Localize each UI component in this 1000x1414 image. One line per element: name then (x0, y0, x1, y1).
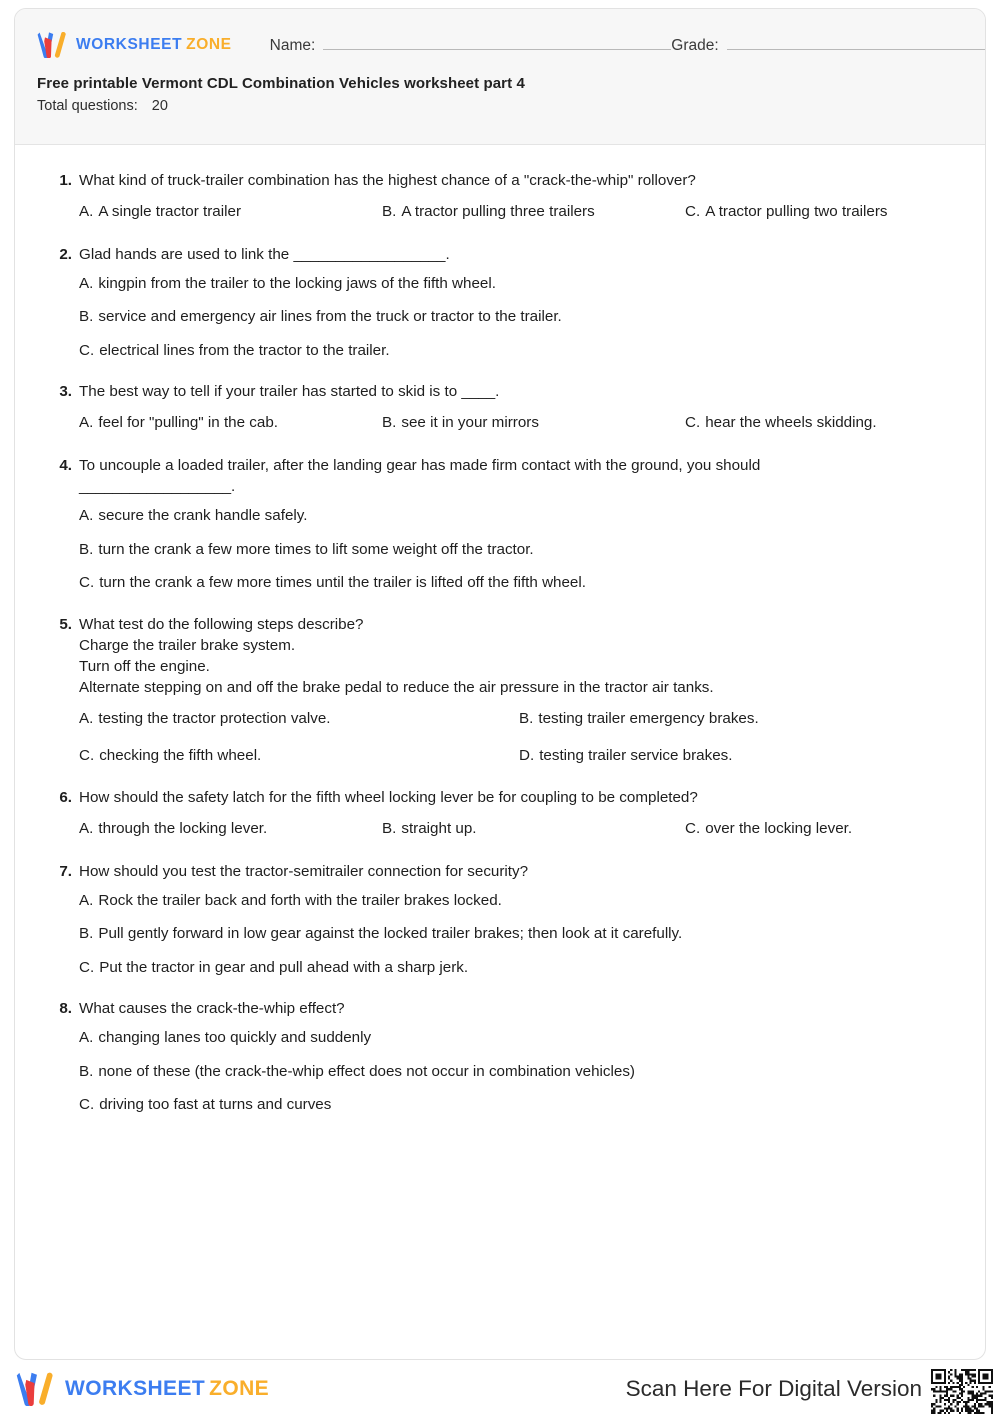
option-letter: B. (79, 1062, 94, 1080)
footer-brand-wordmark (65, 1377, 269, 1401)
question-option[interactable] (79, 924, 953, 945)
question-options (47, 202, 953, 224)
option-letter: A. (79, 274, 94, 292)
question-option[interactable] (79, 341, 953, 362)
option-letter: B. (382, 202, 397, 220)
option-letter: C. (685, 414, 701, 432)
question-block (47, 862, 953, 979)
option-text: electrical lines from the tractor to the trailer. (99, 341, 390, 359)
question-options (47, 819, 953, 841)
option-text: driving too fast at turns and curves (99, 1096, 332, 1114)
page-title: Free printable Vermont CDL Combination Vehicles worksheet part 4 (37, 75, 525, 92)
grade-input-line[interactable] (727, 35, 986, 50)
question-option[interactable] (519, 746, 953, 767)
option-text: checking the fifth wheel. (99, 747, 262, 765)
option-text: see it in your mirrors (401, 414, 539, 432)
option-text: through the locking lever. (98, 819, 268, 837)
question-text (79, 382, 953, 403)
question-option[interactable] (79, 506, 953, 527)
option-text: changing lanes too quickly and suddenly (98, 1029, 372, 1047)
question-option[interactable] (79, 413, 278, 434)
question-stem-line: Glad hands are used to link the __________________. (79, 245, 450, 263)
logo-red-accent-shape (44, 37, 52, 58)
question-stem (47, 382, 953, 403)
question-text (79, 456, 953, 498)
question-option[interactable] (79, 274, 953, 295)
logo-red-accent-shape-footer (25, 1379, 35, 1406)
option-letter: A. (79, 414, 94, 432)
question-stem (47, 456, 953, 498)
option-text: feel for "pulling" in the cab. (98, 414, 278, 432)
question-block (47, 245, 953, 362)
question-text (79, 862, 953, 883)
question-number: 6. (59, 788, 72, 806)
question-option[interactable] (382, 819, 477, 840)
logo-yellow-slash-shape (54, 32, 66, 58)
question-options (47, 1028, 953, 1116)
question-text (79, 245, 953, 266)
question-stem (47, 862, 953, 883)
option-text: straight up. (401, 819, 477, 837)
option-text: none of these (the crack-the-whip effect does not occur in combination vehicles) (98, 1062, 635, 1080)
worksheet-card (14, 8, 986, 1360)
option-letter: B. (79, 540, 94, 558)
question-stem-line: To uncouple a loaded trailer, after the landing gear has made firm contact with the ground, you should (79, 457, 761, 475)
total-questions (37, 98, 963, 114)
question-number: 2. (59, 245, 72, 263)
option-letter: B. (382, 819, 397, 837)
question-stem (47, 999, 953, 1020)
worksheetzone-logo-icon-footer (16, 1372, 54, 1406)
question-stem-line: What kind of truck-trailer combination has the highest chance of a "crack-the-whip" rollover? (79, 172, 696, 189)
option-text: testing trailer service brakes. (539, 747, 733, 765)
question-stem (47, 788, 953, 809)
question-stem (47, 615, 953, 699)
question-block (47, 615, 953, 767)
logo-yellow-slash-shape-footer (38, 1372, 53, 1406)
question-block (47, 999, 953, 1116)
footer-brand-worksheet-text: WORKSHEET (65, 1377, 206, 1400)
header-meta (15, 61, 985, 114)
option-letter: A. (79, 1029, 94, 1047)
option-letter: B. (382, 414, 397, 432)
question-number: 8. (59, 1000, 72, 1018)
option-text: A tractor pulling two trailers (705, 202, 888, 220)
question-block (47, 788, 953, 841)
worksheetzone-logo-icon (37, 32, 67, 58)
brand-zone-text: ZONE (186, 36, 232, 53)
question-number: 5. (59, 615, 72, 633)
option-text: secure the crank handle safely. (98, 507, 308, 525)
option-text: A single tractor trailer (98, 202, 242, 220)
question-block (47, 171, 953, 224)
total-questions-value: 20 (151, 98, 168, 114)
name-input-line[interactable] (323, 35, 671, 50)
option-text: Rock the trailer back and forth with the trailer brakes locked. (98, 891, 502, 909)
name-field[interactable] (270, 35, 672, 55)
question-text (79, 788, 953, 809)
question-option[interactable] (79, 746, 519, 767)
option-text: testing the tractor protection valve. (98, 709, 331, 727)
question-block (47, 382, 953, 435)
option-letter: B. (79, 925, 94, 943)
option-text: Pull gently forward in low gear against the locked trailer brakes; then look at it carefully. (98, 925, 683, 943)
option-letter: B. (519, 709, 534, 727)
option-letter: C. (79, 747, 95, 765)
option-letter: C. (685, 202, 701, 220)
worksheet-footer (0, 1364, 1000, 1414)
option-text: testing trailer emergency brakes. (538, 709, 759, 727)
question-option[interactable] (519, 709, 953, 730)
option-text: Put the tractor in gear and pull ahead with a sharp jerk. (99, 958, 469, 976)
brand-worksheet-text: WORKSHEET (76, 36, 183, 53)
option-letter: C. (79, 1096, 95, 1114)
question-option[interactable] (79, 1028, 953, 1049)
question-option[interactable] (79, 1095, 953, 1116)
question-stem-line: __________________. (79, 478, 236, 496)
option-letter: C. (79, 958, 95, 976)
question-options (47, 891, 953, 979)
question-number: 4. (59, 457, 72, 475)
option-letter: D. (519, 747, 535, 765)
question-text (79, 999, 953, 1020)
question-option[interactable] (685, 819, 852, 840)
question-stem-line: Turn off the engine. (79, 657, 210, 675)
question-option[interactable] (79, 540, 953, 561)
qr-code-icon[interactable] (931, 1369, 993, 1414)
option-text: A tractor pulling three trailers (401, 202, 595, 220)
question-stem-line: How should you test the tractor-semitrailer connection for security? (79, 862, 529, 880)
grade-label: Grade: (671, 37, 719, 54)
question-options (47, 413, 953, 435)
question-option[interactable] (79, 307, 953, 328)
question-option[interactable] (382, 202, 595, 223)
question-stem-line: The best way to tell if your trailer has started to skid is to ____. (79, 383, 500, 401)
question-option[interactable] (79, 573, 953, 594)
question-stem-line: Alternate stepping on and off the brake pedal to reduce the air pressure in the tractor air tanks. (79, 678, 714, 696)
question-option[interactable] (685, 413, 877, 434)
question-text (79, 171, 953, 192)
question-stem-line: What causes the crack-the-whip effect? (79, 1000, 345, 1018)
option-letter: C. (79, 341, 95, 359)
option-letter: A. (79, 507, 94, 525)
question-option[interactable] (79, 709, 519, 730)
option-text: over the locking lever. (705, 819, 853, 837)
question-option[interactable] (685, 202, 888, 223)
question-options (47, 506, 953, 594)
option-text: turn the crank a few more times until the trailer is lifted off the fifth wheel. (99, 574, 586, 592)
question-block (47, 456, 953, 593)
question-stem-line: What test do the following steps describe? (79, 615, 364, 633)
option-text: hear the wheels skidding. (705, 414, 877, 432)
footer-brand-zone-text: ZONE (209, 1377, 270, 1400)
worksheet-header (15, 9, 985, 145)
option-letter: A. (79, 202, 94, 220)
question-options (47, 709, 953, 767)
question-option[interactable] (79, 202, 241, 223)
questions-list (15, 145, 985, 1116)
header-identity-row (15, 9, 985, 61)
question-option[interactable] (79, 819, 267, 840)
question-number: 3. (59, 383, 72, 401)
question-number: 1. (59, 172, 72, 189)
grade-field[interactable] (671, 35, 986, 55)
question-stem-line: How should the safety latch for the fifth wheel locking lever be for coupling to be completed? (79, 788, 698, 806)
question-text (79, 615, 953, 699)
question-option[interactable] (79, 891, 953, 912)
question-stem (47, 245, 953, 266)
question-option[interactable] (382, 413, 539, 434)
option-text: service and emergency air lines from the truck or tractor to the trailer. (98, 308, 562, 326)
question-stem-line: Charge the trailer brake system. (79, 636, 296, 654)
option-letter: A. (79, 891, 94, 909)
total-questions-label: Total questions: (37, 98, 138, 114)
question-number: 7. (59, 862, 72, 880)
footer-brand (16, 1372, 269, 1406)
question-option[interactable] (79, 958, 953, 979)
option-letter: B. (79, 308, 94, 326)
brand-wordmark (76, 36, 232, 54)
option-letter: C. (79, 574, 95, 592)
option-letter: A. (79, 709, 94, 727)
option-letter: A. (79, 819, 94, 837)
scan-here-label: Scan Here For Digital Version (625, 1376, 922, 1401)
option-letter: C. (685, 819, 701, 837)
question-stem (47, 171, 953, 192)
option-text: turn the crank a few more times to lift some weight off the tractor. (98, 540, 534, 558)
question-option[interactable] (79, 1062, 953, 1083)
name-label: Name: (269, 37, 316, 54)
question-options (47, 274, 953, 362)
option-text: kingpin from the trailer to the locking jaws of the fifth wheel. (98, 274, 496, 292)
